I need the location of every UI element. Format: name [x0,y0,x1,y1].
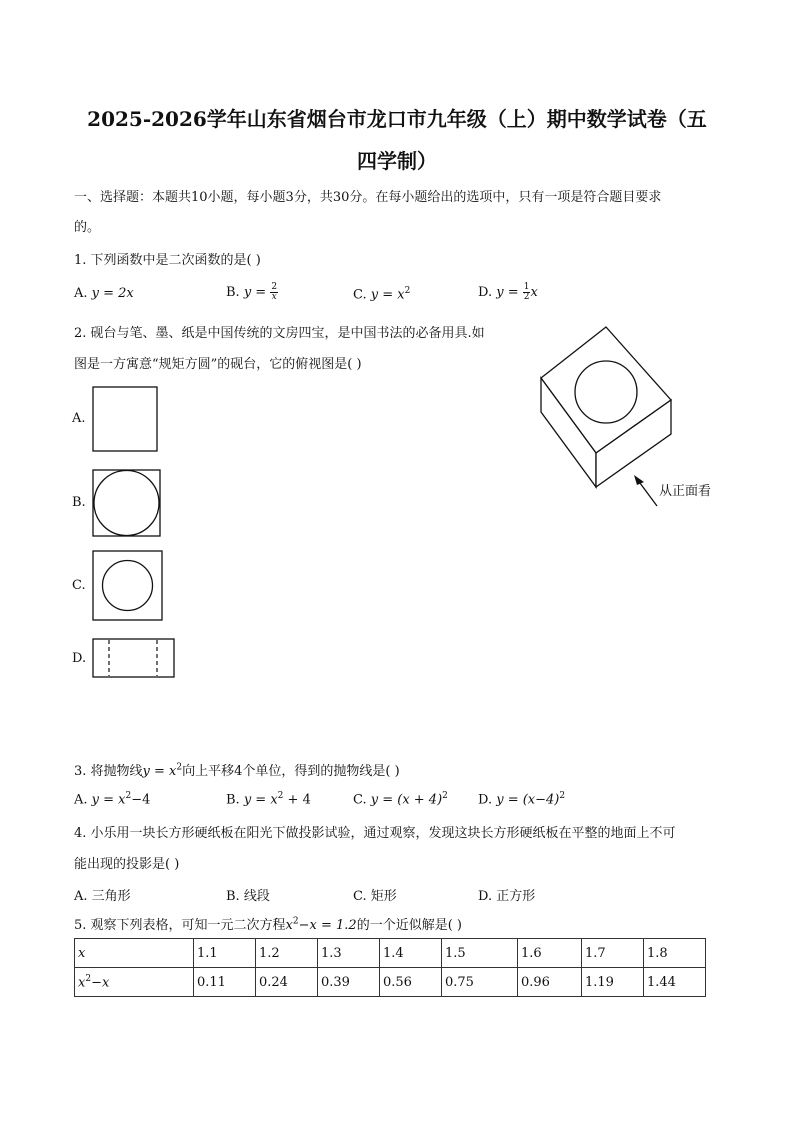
table-cell: 0.96 [518,968,582,997]
exam-title-line2: 四学制） [357,149,437,173]
table-row [75,939,706,968]
q2-b-circle [94,471,159,536]
q2-c-circle [103,561,153,611]
table-cell: 1.44 [644,968,706,997]
q2-d-rectangle [93,639,174,677]
q2-option-d-label[interactable]: D. [72,651,87,666]
q1-option-b[interactable] [226,283,278,302]
q1-b-prefix: B. [226,285,244,300]
q1-d-var: x [530,285,538,300]
table-cell: 1.4 [380,939,442,968]
q3-option-b[interactable] [226,791,311,807]
q1-option-c[interactable] [353,286,410,302]
q2-stem-line2: 图是一方寓意“规矩方圆”的砚台，它的俯视图是( ) [74,357,362,372]
table-cell: 0.75 [442,968,518,997]
exam-title-line1: 2025-2026学年山东省烟台市龙口市九年级（上）期中数学试卷（五 [87,107,707,131]
q2-option-b-label[interactable]: B. [72,495,86,510]
q2-option-d-figure[interactable] [92,638,176,680]
q3-stem-math: y = x [142,764,177,779]
q5-stem-post: 的一个近似解是( ) [356,918,462,933]
table-cell: 0.11 [194,968,256,997]
q4-stem-line1: 4. 小乐用一块长方形硬纸板在阳光下做投影试验，通过观察，发现这块长方形硬纸板在平整的地面上不可 [74,826,676,841]
q2-option-a-label[interactable]: A. [72,411,86,426]
table-head-expr-base: x [78,975,86,991]
q3-a-tail: −4 [131,792,151,808]
q2-c-square [93,551,162,620]
section-instructions-line2: 的。 [74,220,101,235]
q3-b-math: y = x [243,792,278,808]
q3-stem-exp: 2 [176,762,183,773]
table-cell: 1.2 [256,939,318,968]
section-instructions-line1: 一、选择题：本题共10小题，每小题3分，共30分。在每小题给出的选项中，只有一项是符合题目要求 [74,190,662,205]
table-cell: 0.24 [256,968,318,997]
q3-a-math: y = x [91,792,126,808]
q3-b-prefix: B. [226,792,244,808]
table-head-x-text: x [78,945,86,961]
q5-stem-pre: 5. 观察下列表格，可知一元二次方程 [74,918,286,933]
q4-option-b[interactable]: B. 线段 [226,889,270,904]
q1-stem: 1. 下列函数中是二次函数的是( ) [74,253,261,268]
view-arrow-head-icon [634,475,644,485]
q5-stem-exp: 2 [292,916,299,927]
q1-b-den: x [271,292,277,302]
table-cell: 1.5 [442,939,518,968]
q5-value-table [74,938,706,997]
q1-option-a[interactable] [74,286,134,301]
q2-option-c-figure[interactable] [92,550,164,622]
q2-option-c-label[interactable]: C. [72,578,86,593]
q4-option-a[interactable]: A. 三角形 [74,889,131,904]
q3-a-exp: 2 [125,791,132,801]
q1-d-num: 1 [523,282,530,292]
q3-c-math: y = (x + 4) [370,792,443,808]
q1-c-math: y = x [370,287,405,303]
q1-c-exp: 2 [404,286,411,296]
table-head-expr [75,968,194,997]
q3-a-prefix: A. [74,792,92,808]
q4-option-d[interactable]: D. 正方形 [478,889,536,904]
table-cell: 1.1 [194,939,256,968]
q2-option-b-figure[interactable] [92,469,162,537]
q1-a-math: y = 2x [91,286,134,301]
table-cell: 1.8 [644,939,706,968]
q3-c-prefix: C. [353,792,371,808]
q4-option-c[interactable]: C. 矩形 [353,889,397,904]
table-head-expr-exp: 2 [85,973,92,984]
q1-b-num: 2 [271,282,278,292]
table-cell: 1.3 [318,939,380,968]
q1-d-den: 2 [523,292,530,302]
q3-c-exp: 2 [442,791,448,801]
q5-stem-math: x [285,918,293,933]
q2-option-a-figure[interactable] [92,386,158,452]
q3-d-exp: 2 [559,791,566,801]
q2-view-label: 从正面看 [659,484,712,499]
q3-option-c[interactable] [353,791,448,807]
q1-d-prefix: D. [478,285,497,300]
table-cell: 0.39 [318,968,380,997]
q3-d-math: y = (x−4) [496,792,560,808]
q3-b-tail: + 4 [283,792,311,808]
table-row [75,968,706,997]
table-cell: 0.56 [380,968,442,997]
q1-b-lhs: y = [243,285,271,300]
q2-stem-line1: 2. 砚台与笔、墨、纸是中国传统的文房四宝，是中国书法的必备用具.如 [74,326,485,341]
q4-stem-line2: 能出现的投影是( ) [74,857,180,872]
q3-stem-pre: 3. 将抛物线 [74,764,143,779]
table-cell: 1.19 [582,968,644,997]
q5-stem [74,914,462,933]
q3-b-exp: 2 [277,791,284,801]
q1-d-lhs: y = [496,285,523,300]
q3-option-d[interactable] [478,791,565,807]
q1-c-prefix: C. [353,287,371,303]
table-head-expr-tail: −x [91,975,110,991]
q1-b-fraction [270,283,278,302]
table-cell: 1.7 [582,939,644,968]
q3-stem [74,760,400,779]
q1-a-prefix: A. [74,286,92,301]
q2-a-square [93,387,157,451]
q3-option-a[interactable] [74,791,150,807]
table-cell: 1.6 [518,939,582,968]
q3-stem-post: 向上平移4个单位，得到的抛物线是( ) [182,764,400,779]
q3-d-prefix: D. [478,792,497,808]
table-head-x [75,939,194,968]
q1-option-d[interactable] [478,283,538,302]
q5-stem-math2: −x = 1.2 [298,918,357,933]
